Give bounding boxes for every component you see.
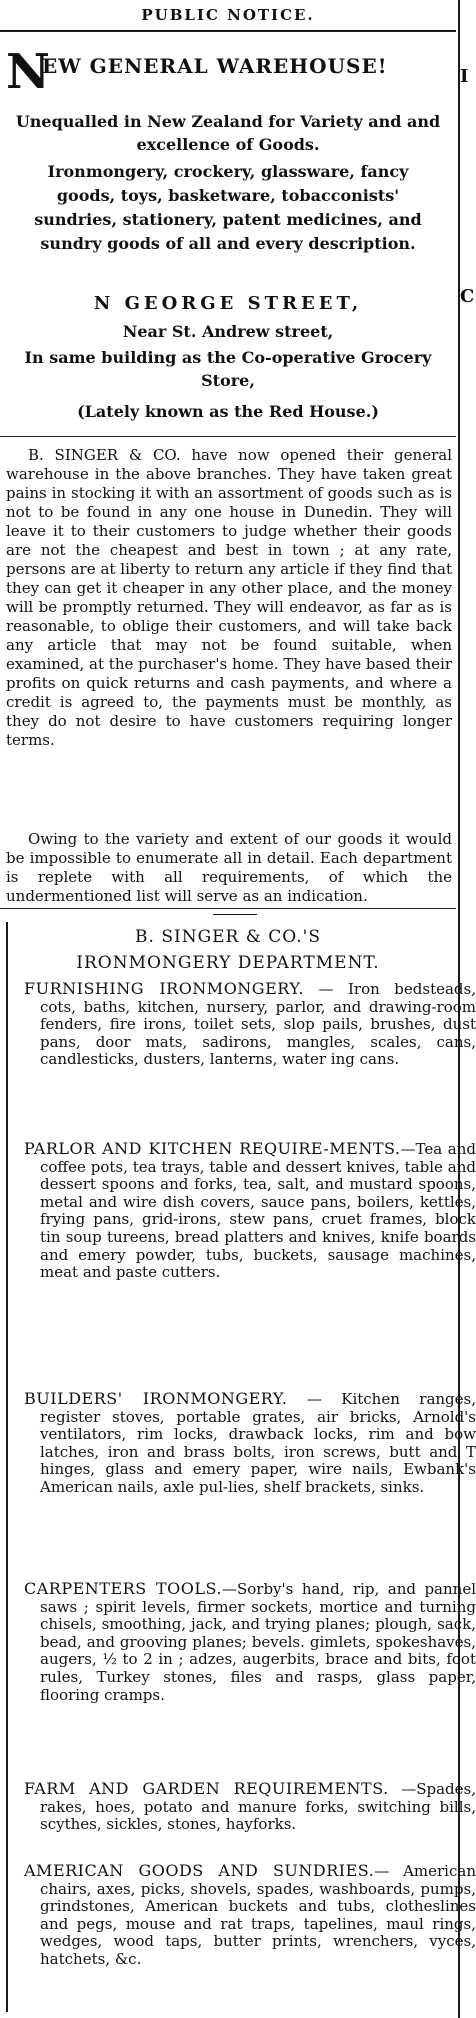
public-notice-heading: PUBLIC NOTICE. xyxy=(141,6,315,24)
item-text: —Sorby's hand, rip, and pannel saws ; spirit levels, firmer sockets, mortice and turning chisels, smoothing, jack, and trying planes; plough, sack, bead, and grooving planes; bevels. gimlets, spokeshaves, augers, ½ to 2 in ; adzes, augerbits, brace and bits, foot rules, Turkey stones, files and rasps, glass paper, flooring cramps. xyxy=(40,1580,476,1704)
lately-known: (Lately known as the Red House.) xyxy=(77,402,379,421)
intro-paragraph: B. SINGER & CO. have now opened their general warehouse in the above branches. They have taken great pains in stocking it with an assortment of goods such as is not to be found in any one house in Dunedin. They will leave it to their customers to judge whether their goods are not the cheapest and best in town ; at any rate, persons are at liberty to return any article if they find that they can get it cheaper in any other place, and the money will be promptly returned. They will endeavor, as far as is reasonable, to oblige their customers, and will take back any article that may not be found suitable, when examined, at the purchaser's home. They have based their profits on quick returns and cash payments, and where a credit is agreed to, the payments must be monthly, as they do not desire to have customers requiring longer terms. xyxy=(6,446,452,749)
list-item xyxy=(24,1780,476,1834)
list-item xyxy=(24,1580,476,1704)
near-landmark: Near St. Andrew street, xyxy=(122,322,334,341)
department-heading: IRONMONGERY DEPARTMENT. xyxy=(76,953,380,973)
list-item xyxy=(24,1390,476,1497)
item-heading: CARPENTERS TOOLS. xyxy=(24,1579,222,1598)
item-text: —Spades, rakes, hoes, potato and manure forks, switching bills, scythes, sickles, stones, hayforks. xyxy=(40,1780,476,1834)
list-item xyxy=(24,1862,476,1969)
edge-letter-1: I xyxy=(460,66,469,87)
list-item xyxy=(24,1140,476,1282)
section-rule-2 xyxy=(0,908,456,909)
enumerate-paragraph: Owing to the variety and extent of our goods it would be impossible to enumerate all in detail. Each department is replete with all requirements, of which the undermentioned list will serve as an indication. xyxy=(6,830,452,905)
item-heading: AMERICAN GOODS AND SUNDRIES. xyxy=(24,1861,375,1880)
drop-cap: N xyxy=(6,44,50,100)
item-text: — Kitchen ranges, register stoves, portable grates, air bricks, Arnold's ventilators, rim locks, drawback locks, rim and bow latches, iron and brass bolts, iron screws, butt and T hinges, glass and emery paper, wire nails, Ewbank's American nails, axle pul-lies, shelf brackets, sinks. xyxy=(40,1390,476,1496)
firm-heading: B. SINGER & CO.'S xyxy=(135,927,321,947)
item-text: — Iron bedsteads, cots, baths, kitchen, nursery, parlor, and drawing-room fenders, fire irons, toilet sets, slop pails, brushes, dust pans, door mats, sadirons, mangles, scales, cans, candlesticks, dusters, lanterns, water ing cans. xyxy=(40,980,476,1069)
tagline: Unequalled in New Zealand for Variety and and excellence of Goods. xyxy=(15,112,441,154)
top-rule xyxy=(0,30,456,32)
department-bracket xyxy=(6,922,8,2012)
street-address: N GEORGE STREET, xyxy=(93,293,363,314)
list-item xyxy=(24,980,476,1069)
building-location: In same building as the Co-operative Grocery Store, xyxy=(24,348,432,390)
item-heading: FURNISHING IRONMONGERY. xyxy=(24,979,304,998)
section-rule-1 xyxy=(0,436,456,437)
notice-title xyxy=(6,44,456,104)
item-text: — American chairs, axes, picks, shovels, spades, washboards, pumps, grindstones, American buckets and tubs, clotheslines and pegs, mouse and rat traps, tapelines, maul rings, wedges, wood taps, butter prints, wrenchers, vyces, hatchets, &c. xyxy=(40,1862,476,1968)
item-heading: PARLOR AND KITCHEN REQUIRE-MENTS. xyxy=(24,1139,401,1158)
title-text: EW GENERAL WAREHOUSE! xyxy=(42,54,388,78)
short-rule xyxy=(213,914,257,915)
goods-list: Ironmongery, crockery, glassware, fancy goods, toys, basketware, tobacconists' sundries, stationery, patent medicines, and sundry goods of all and every description. xyxy=(34,162,422,253)
item-heading: FARM AND GARDEN REQUIREMENTS. xyxy=(24,1779,389,1798)
item-text: —Tea and coffee pots, tea trays, table and dessert knives, table and dessert spoons and forks, tea, salt, and mustard spoons, metal and wire dish covers, sauce pans, boilers, kettles, frying pans, grid-irons, stew pans, cruet frames, block tin soup tureens, bread platters and knives, knife boards and emery powder, tubs, buckets, sausage machines, meat and paste cutters. xyxy=(40,1140,476,1282)
item-heading: BUILDERS' IRONMONGERY. xyxy=(24,1389,288,1408)
edge-letter-2: C xyxy=(460,286,475,307)
